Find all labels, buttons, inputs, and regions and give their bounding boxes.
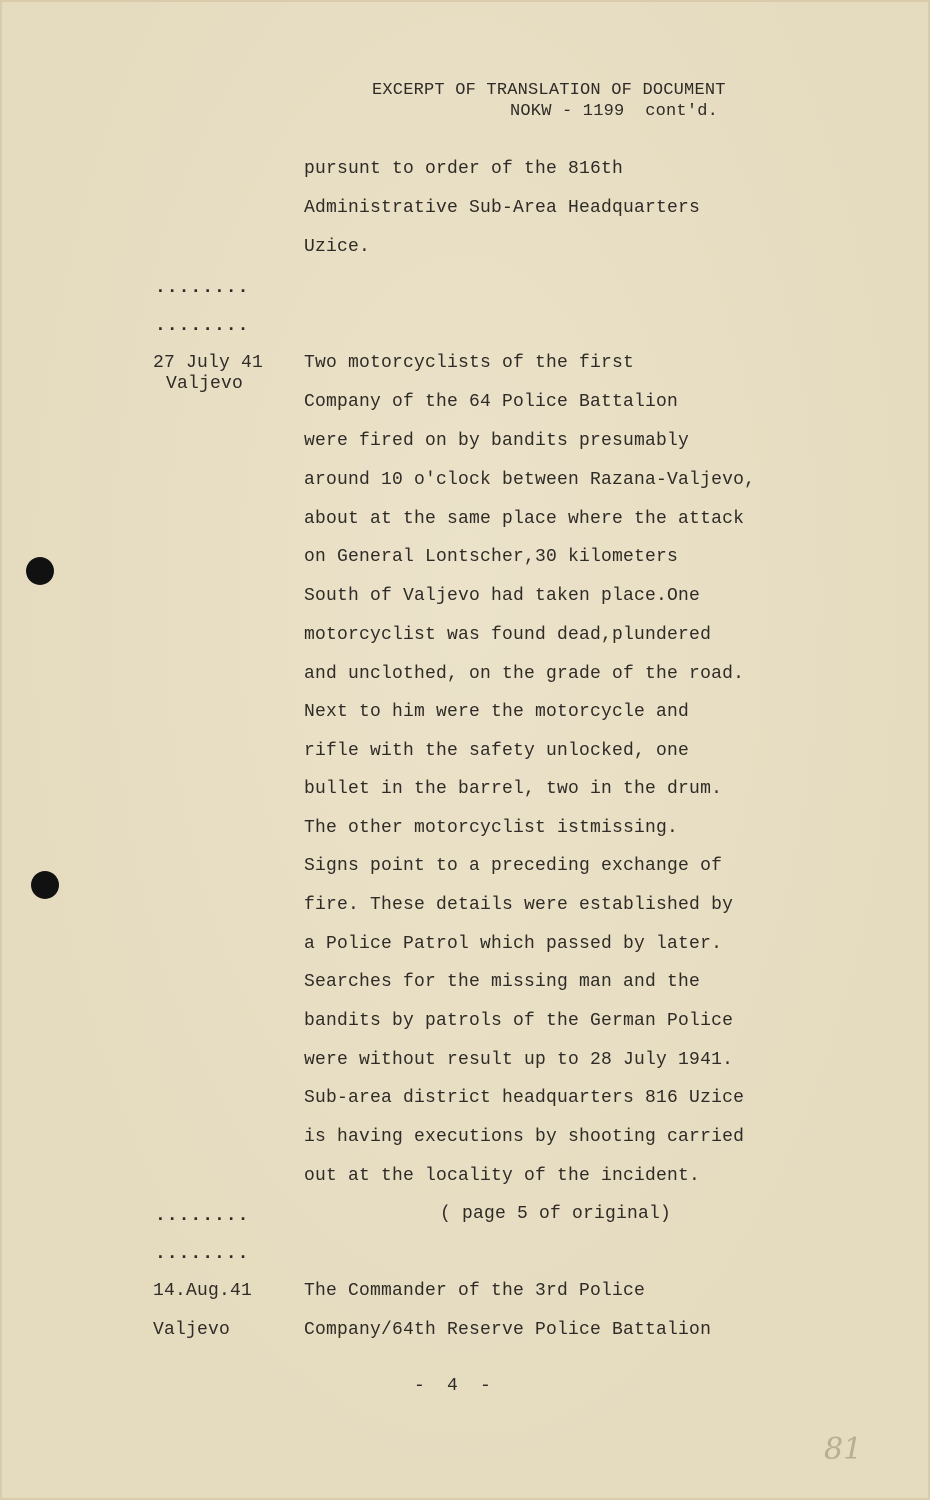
entry-line: about at the same place where the attack	[304, 509, 745, 529]
entry-line: is having executions by shooting carried	[304, 1127, 745, 1147]
entry-date: 27 July 41	[153, 353, 264, 373]
entry-line: The other motorcyclist istmissing.	[304, 818, 679, 838]
entry-line: out at the locality of the incident.	[304, 1166, 701, 1186]
doc-header-title: EXCERPT OF TRANSLATION OF DOCUMENT	[372, 81, 726, 100]
entry-line: Sub-area district headquarters 816 Uzice	[304, 1088, 745, 1108]
entry-line: bullet in the barrel, two in the drum.	[304, 779, 723, 799]
separator-dots: ........	[155, 1206, 250, 1226]
entry-line: fire. These details were established by	[304, 895, 734, 915]
entry-line: were without result up to 28 July 1941.	[304, 1050, 734, 1070]
intro-line: pursunt to order of the 816th	[304, 159, 624, 179]
entry-line: The Commander of the 3rd Police	[304, 1281, 646, 1301]
entry-line: Searches for the missing man and the	[304, 972, 701, 992]
page-number: - 4 -	[414, 1376, 492, 1396]
intro-line: Uzice.	[304, 237, 371, 257]
entry-line: around 10 o'clock between Razana-Valjevo,	[304, 470, 756, 490]
entry-line: were fired on by bandits presumably	[304, 431, 690, 451]
entry-date: 14.Aug.41	[153, 1281, 253, 1301]
entry-line: Two motorcyclists of the first	[304, 353, 635, 373]
entry-line: motorcyclist was found dead,plundered	[304, 625, 712, 645]
entry-line: Company of the 64 Police Battalion	[304, 392, 679, 412]
separator-dots: ........	[155, 1244, 250, 1264]
entry-line: rifle with the safety unlocked, one	[304, 741, 690, 761]
entry-line: South of Valjevo had taken place.One	[304, 586, 701, 606]
separator-dots: ........	[155, 316, 250, 336]
entry-line: and unclothed, on the grade of the road.	[304, 664, 745, 684]
entry-line: bandits by patrols of the German Police	[304, 1011, 734, 1031]
punch-hole	[31, 871, 59, 899]
separator-dots: ........	[155, 278, 250, 298]
entry-line: on General Lontscher,30 kilometers	[304, 547, 679, 567]
punch-hole	[26, 557, 54, 585]
entry-place: Valjevo	[153, 1320, 231, 1340]
entry-place: Valjevo	[166, 374, 244, 394]
doc-header-reference: NOKW - 1199 cont'd.	[510, 102, 719, 121]
intro-line: Administrative Sub-Area Headquarters	[304, 198, 701, 218]
archive-pencil-mark: 81	[824, 1432, 863, 1467]
entry-line: Signs point to a preceding exchange of	[304, 856, 723, 876]
entry-line: Company/64th Reserve Police Battalion	[304, 1320, 712, 1340]
entry-line: a Police Patrol which passed by later.	[304, 934, 723, 954]
entry-line: Next to him were the motorcycle and	[304, 702, 690, 722]
original-page-note: ( page 5 of original)	[440, 1204, 672, 1224]
